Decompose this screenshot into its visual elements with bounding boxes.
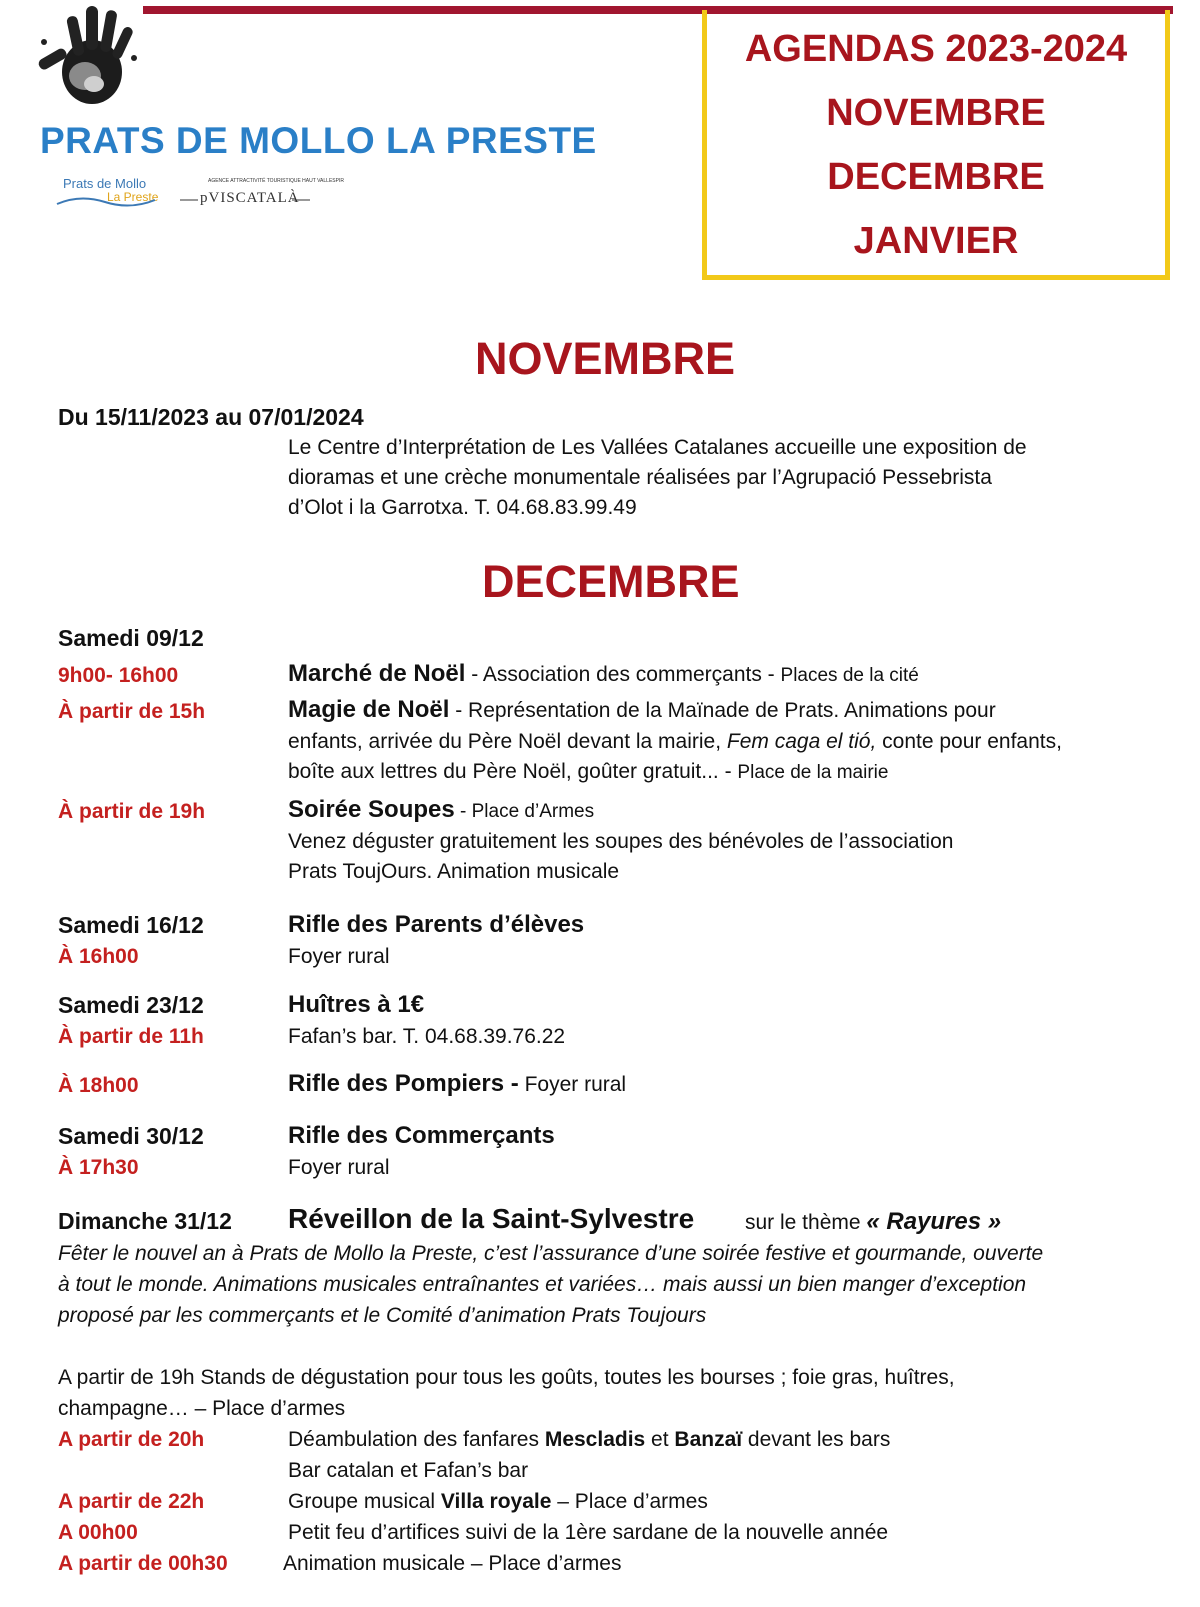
agenda-line-3: DECEMBRE [827,156,1045,198]
agenda-line-2: NOVEMBRE [826,92,1046,134]
heading-novembre: NOVEMBRE [475,333,736,384]
reveillon-theme-b: « Rayures » [866,1208,1002,1235]
time-18h00: À 18h00 [58,1074,139,1097]
viscatala-logo [180,174,344,216]
magie-l2b: Fem caga el tió, [726,730,877,753]
event-magie-noel-line1: - Représentation de la Maïnade de Prats. Animations pour [449,699,996,722]
agenda-line-4: JANVIER [853,220,1019,262]
logo2-small-text: AGENCE ATTRACTIVITÉ TOURISTIQUE HAUT VALLESPIR [208,178,344,184]
event-magie-noel-line2 [288,730,1062,754]
time-19h: À partir de 19h [58,800,206,823]
date-samedi-30: Samedi 30/12 [58,1123,204,1149]
event-pompiers-place: Foyer rural [518,1073,627,1096]
event-soiree-soupes [288,796,594,824]
novembre-line-1: Le Centre d’Interprétation de Les Vallées Catalanes accueille une exposition de [288,436,1027,459]
date-dimanche-31: Dimanche 31/12 [58,1208,232,1234]
brand-title: PRATS DE MOLLO LA PRESTE [40,120,597,161]
magie-l3b: Place de la mairie [737,762,889,783]
date-samedi-09: Samedi 09/12 [58,625,204,651]
event-rifle-commercants-place: Foyer rural [288,1156,390,1179]
deamb-b: Mescladis [544,1428,646,1451]
magie-l2c: conte pour enfants, [876,730,1062,753]
event-marche-noel-title: Marché de Noël [288,660,466,687]
villa-b: Villa royale [440,1490,552,1513]
event-deambulation-line2: Bar catalan et Fafan’s bar [288,1459,529,1482]
event-reveillon-title: Réveillon de la Saint-Sylvestre [288,1203,695,1234]
event-magie-noel-line3 [288,760,888,784]
stands-line-1: A partir de 19h Stands de dégustation pour tous les goûts, toutes les bourses ; foie gras, huîtres, [58,1366,955,1389]
event-marche-noel-sep: - Association des commerçants - [465,663,781,686]
agenda-box [702,10,1170,280]
event-magie-noel [288,696,996,724]
event-rifle-commercants-title: Rifle des Commerçants [288,1122,555,1149]
event-soupes-line1: Venez déguster gratuitement les soupes des bénévoles de l’association [288,830,954,853]
event-reveillon [288,1203,694,1235]
event-soupes-line2: Prats ToujOurs. Animation musicale [288,860,620,883]
event-marche-noel-place: Places de la cité [780,665,919,686]
logo2-big-text: pVISCATALÀ [200,190,300,206]
event-huitres-title: Huîtres à 1€ [288,991,425,1018]
agenda-line-1: AGENDAS 2023-2024 [744,28,1128,70]
event-pompiers-title: Rifle des Pompiers - [288,1070,519,1097]
event-huitres-place: Fafan’s bar. T. 04.68.39.76.22 [288,1025,566,1048]
time-00h00: A 00h00 [58,1521,138,1544]
villa-a: Groupe musical [288,1490,441,1513]
date-samedi-23: Samedi 23/12 [58,992,204,1018]
novembre-date: Du 15/11/2023 au 07/01/2024 [58,404,364,430]
heading-decembre: DECEMBRE [482,556,740,607]
event-villa-royale [288,1490,708,1514]
event-reveillon-theme [745,1208,1001,1236]
event-rifle-pompiers [288,1070,626,1098]
novembre-line-3: d’Olot i la Garrotxa. T. 04.68.83.99.49 [288,496,637,519]
time-22h: A partir de 22h [58,1490,205,1513]
time-15h: À partir de 15h [58,700,206,723]
novembre-line-2: dioramas et une crèche monumentale réalisées par l’Agrupació Pessebrista [288,466,992,489]
magie-l3a: boîte aux lettres du Père Noël, goûter gratuit... - [288,760,738,783]
reveillon-desc-2: à tout le monde. Animations musicales entraînantes et variées… mais aussi un bien manger d’exception [58,1273,1027,1296]
reveillon-desc-1: Fêter le nouvel an à Prats de Mollo la Preste, c’est l’assurance d’une soirée festive et gourmande, ouverte [58,1242,1044,1265]
event-feu-artifices: Petit feu d’artifices suivi de la 1ère sardane de la nouvelle année [288,1521,889,1544]
reveillon-theme-a: sur le thème [745,1211,867,1234]
deamb-d: Banzaï [674,1428,743,1451]
logo1-line1: Prats de Mollo [63,176,147,191]
time-20h: A partir de 20h [58,1428,205,1451]
event-soupes-title: Soirée Soupes [288,796,455,823]
hand-logo-icon [30,2,150,114]
event-rifle-parents-place: Foyer rural [288,945,390,968]
deamb-e: devant les bars [742,1428,891,1451]
time-17h30: À 17h30 [58,1156,139,1179]
deamb-c: et [645,1428,675,1451]
logo1-line2: La Preste [107,190,159,204]
event-rifle-parents-title: Rifle des Parents d’élèves [288,911,585,938]
event-magie-noel-title: Magie de Noël [288,696,450,723]
date-samedi-16: Samedi 16/12 [58,912,204,938]
event-marche-noel [288,660,919,688]
time-00h30: A partir de 00h30 [58,1552,228,1575]
deamb-a: Déambulation des fanfares [288,1428,545,1451]
villa-c: – Place d’armes [551,1490,708,1513]
stands-line-2: champagne… – Place d’armes [58,1397,346,1420]
time-16h00: À 16h00 [58,945,139,968]
event-animation-musicale: Animation musicale – Place d’armes [283,1552,622,1575]
event-deambulation [288,1428,890,1452]
reveillon-desc-3: proposé par les commerçants et le Comité d’animation Prats Toujours [58,1304,707,1327]
time-11h: À partir de 11h [58,1025,204,1048]
time-9h-16h: 9h00- 16h00 [58,664,179,687]
prats-de-mollo-logo [55,176,165,214]
event-soupes-place: - Place d’Armes [454,801,595,822]
magie-l2a: enfants, arrivée du Père Noël devant la mairie, [288,730,727,753]
